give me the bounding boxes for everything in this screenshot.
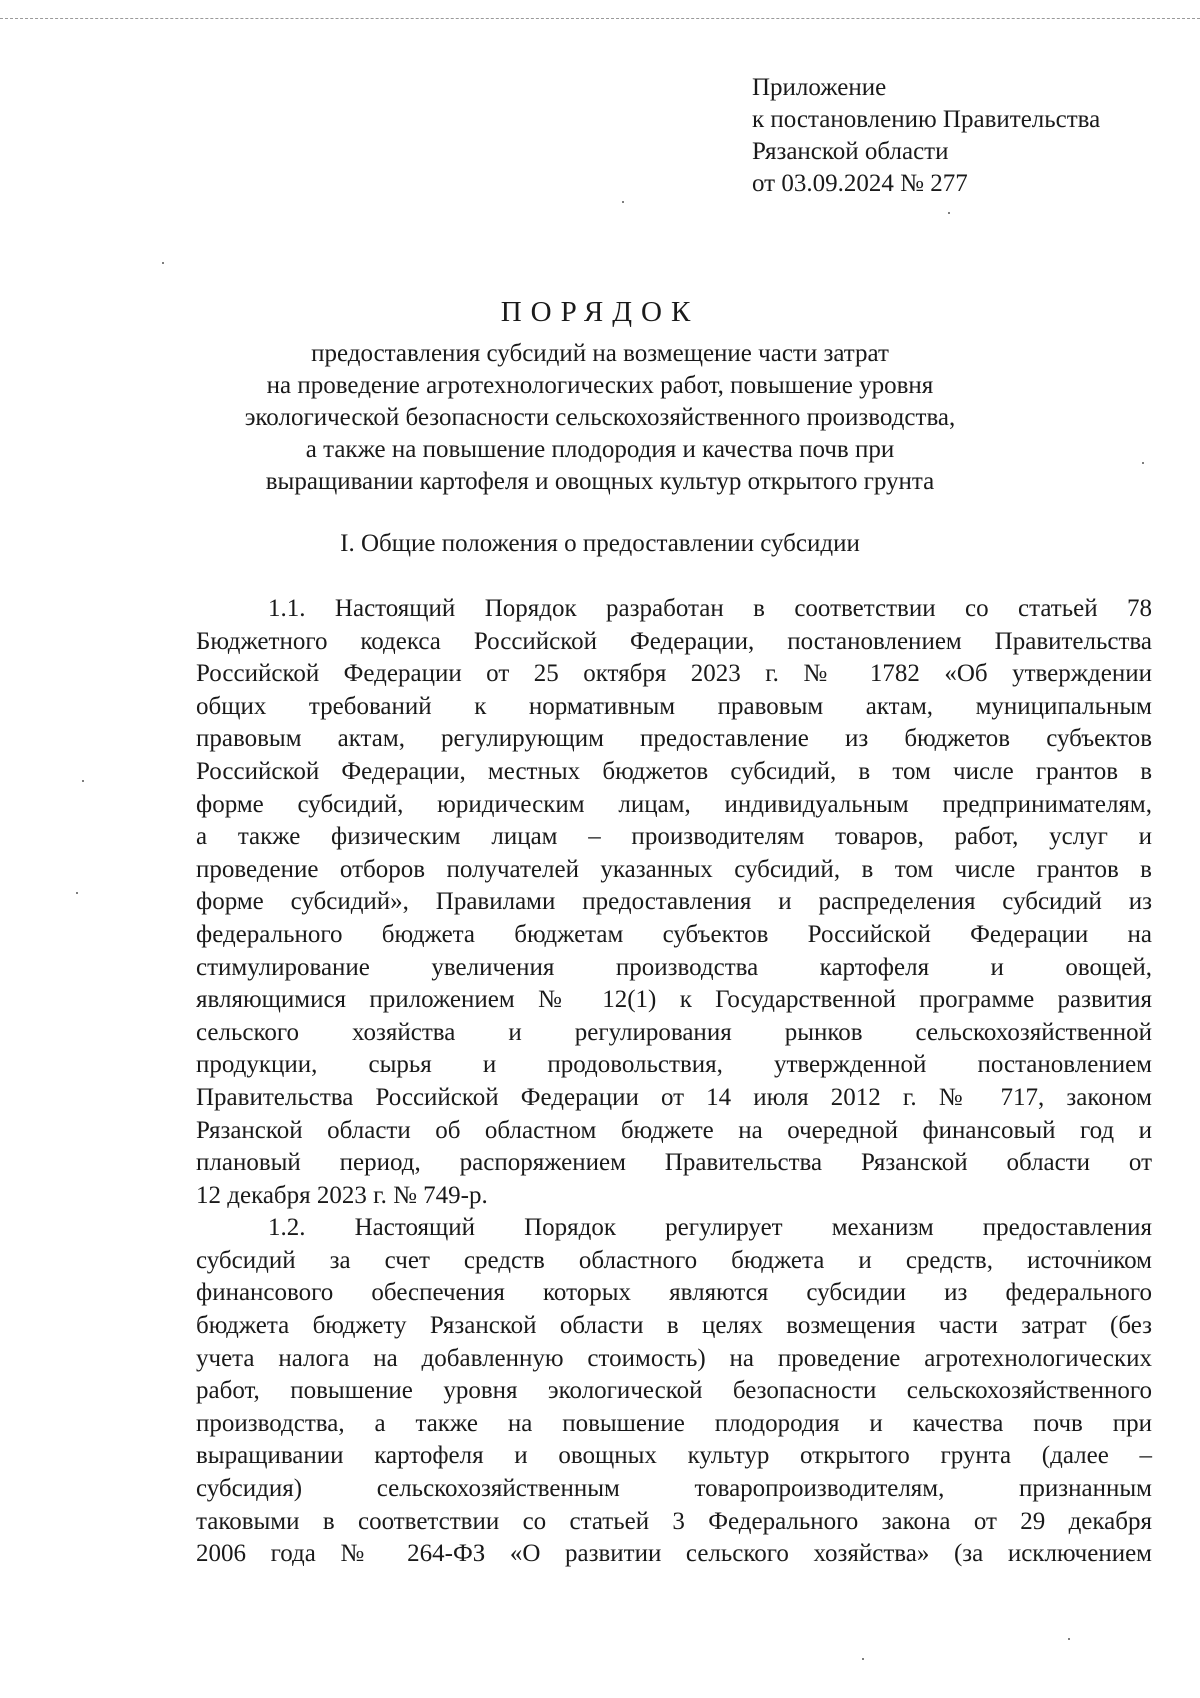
scan-speck	[862, 1658, 864, 1660]
paragraph-line: учета налога на добавленную стоимость) на проведение агротехнологических	[196, 1344, 1152, 1372]
paragraph-line: Рязанской области об областном бюджете на очередной финансовый год и	[196, 1116, 1152, 1144]
paragraph-line: субсидия) сельскохозяйственным товаропроизводителям, признанным	[196, 1475, 1152, 1503]
paragraph-line: плановый период, распоряжением Правительства Рязанской области от	[196, 1149, 1152, 1177]
appendix-line: Приложение	[752, 74, 887, 101]
paragraph-line: сельского хозяйства и регулирования рынков сельскохозяйственной	[196, 1018, 1152, 1046]
paragraph-line: а также физическим лицам – производителям товаров, работ, услуг и	[196, 823, 1152, 851]
paragraph-line: 1.1. Настоящий Порядок разработан в соответствии со статьей 78	[268, 595, 1152, 622]
paragraph-line: 2006 года № 264-ФЗ «О развитии сельского хозяйства» (за исключением	[196, 1540, 1152, 1568]
paragraph-line: Правительства Российской Федерации от 14 июля 2012 г. № 717, законом	[196, 1083, 1152, 1111]
scan-speck	[948, 212, 950, 214]
document-title: ПОРЯДОК	[500, 296, 700, 328]
document-subtitle	[0, 338, 1200, 498]
appendix-line: Рязанской области	[752, 138, 949, 165]
paragraph-line: Российской Федерации от 25 октября 2023 г. № 1782 «Об утверждении	[196, 660, 1152, 688]
paragraph-line: правовым актам, регулирующим предоставление из бюджетов субъектов	[196, 725, 1152, 753]
document-body	[196, 593, 1152, 1571]
paragraph-line: продукции, сырья и продовольствия, утвержденной постановлением	[196, 1051, 1152, 1079]
scan-edge-line	[0, 18, 1200, 19]
paragraph-line: Российской Федерации, местных бюджетов субсидий, в том числе грантов в	[196, 757, 1152, 785]
section-heading: I. Общие положения о предоставлении субсидии	[340, 530, 860, 557]
appendix-line: к постановлению Правительства	[752, 106, 1101, 133]
appendix-line: от 03.09.2024 № 277	[752, 170, 968, 197]
paragraph-line: таковыми в соответствии со статьей 3 Федерального закона от 29 декабря	[196, 1507, 1152, 1535]
paragraph-line: форме субсидий», Правилами предоставления и распределения субсидий из	[196, 888, 1152, 916]
paragraph-line: форме субсидий, юридическим лицам, индивидуальным предпринимателям,	[196, 790, 1152, 818]
paragraph-line: финансового обеспечения которых являются субсидии из федерального	[196, 1279, 1152, 1307]
scan-speck	[622, 201, 624, 203]
subtitle-line: а также на повышение плодородия и качества почв при	[305, 436, 895, 463]
paragraph-line: 1.2. Настоящий Порядок регулирует механизм предоставления	[268, 1214, 1152, 1242]
subtitle-line: выращивании картофеля и овощных культур открытого грунта	[265, 468, 935, 495]
paragraph-line: производства, а также на повышение плодородия и качества почв при	[196, 1409, 1152, 1437]
scan-speck	[162, 262, 164, 264]
subtitle-line: предоставления субсидий на возмещение части затрат	[311, 340, 889, 367]
paragraph-line: Бюджетного кодекса Российской Федерации, постановлением Правительства	[196, 627, 1152, 655]
paragraph-line: стимулирование увеличения производства картофеля и овощей,	[196, 953, 1152, 981]
paragraph-line: бюджета бюджету Рязанской области в целях возмещения части затрат (без	[196, 1312, 1152, 1340]
scan-speck	[82, 780, 84, 782]
paragraph-line: 12 декабря 2023 г. № 749-р.	[196, 1181, 488, 1209]
paragraph-line: проведение отборов получателей указанных субсидий, в том числе грантов в	[196, 855, 1152, 883]
appendix-block	[752, 72, 1100, 200]
scan-speck	[76, 892, 78, 894]
paragraph-line: субсидий за счет средств областного бюджета и средств, источником	[196, 1246, 1152, 1274]
paragraph-line: общих требований к нормативным правовым актам, муниципальным	[196, 692, 1152, 720]
paragraph-line: выращивании картофеля и овощных культур открытого грунта (далее –	[196, 1442, 1152, 1470]
scan-speck	[1068, 1638, 1070, 1640]
paragraph-line: федерального бюджета бюджетам субъектов Российской Федерации на	[196, 920, 1152, 948]
paragraph-line: являющимися приложением № 12(1) к Государственной программе развития	[196, 986, 1152, 1014]
paragraph-line: работ, повышение уровня экологической безопасности сельскохозяйственного	[196, 1377, 1152, 1405]
subtitle-line: экологической безопасности сельскохозяйственного производства,	[244, 404, 956, 431]
subtitle-line: на проведение агротехнологических работ, повышение уровня	[266, 372, 934, 399]
